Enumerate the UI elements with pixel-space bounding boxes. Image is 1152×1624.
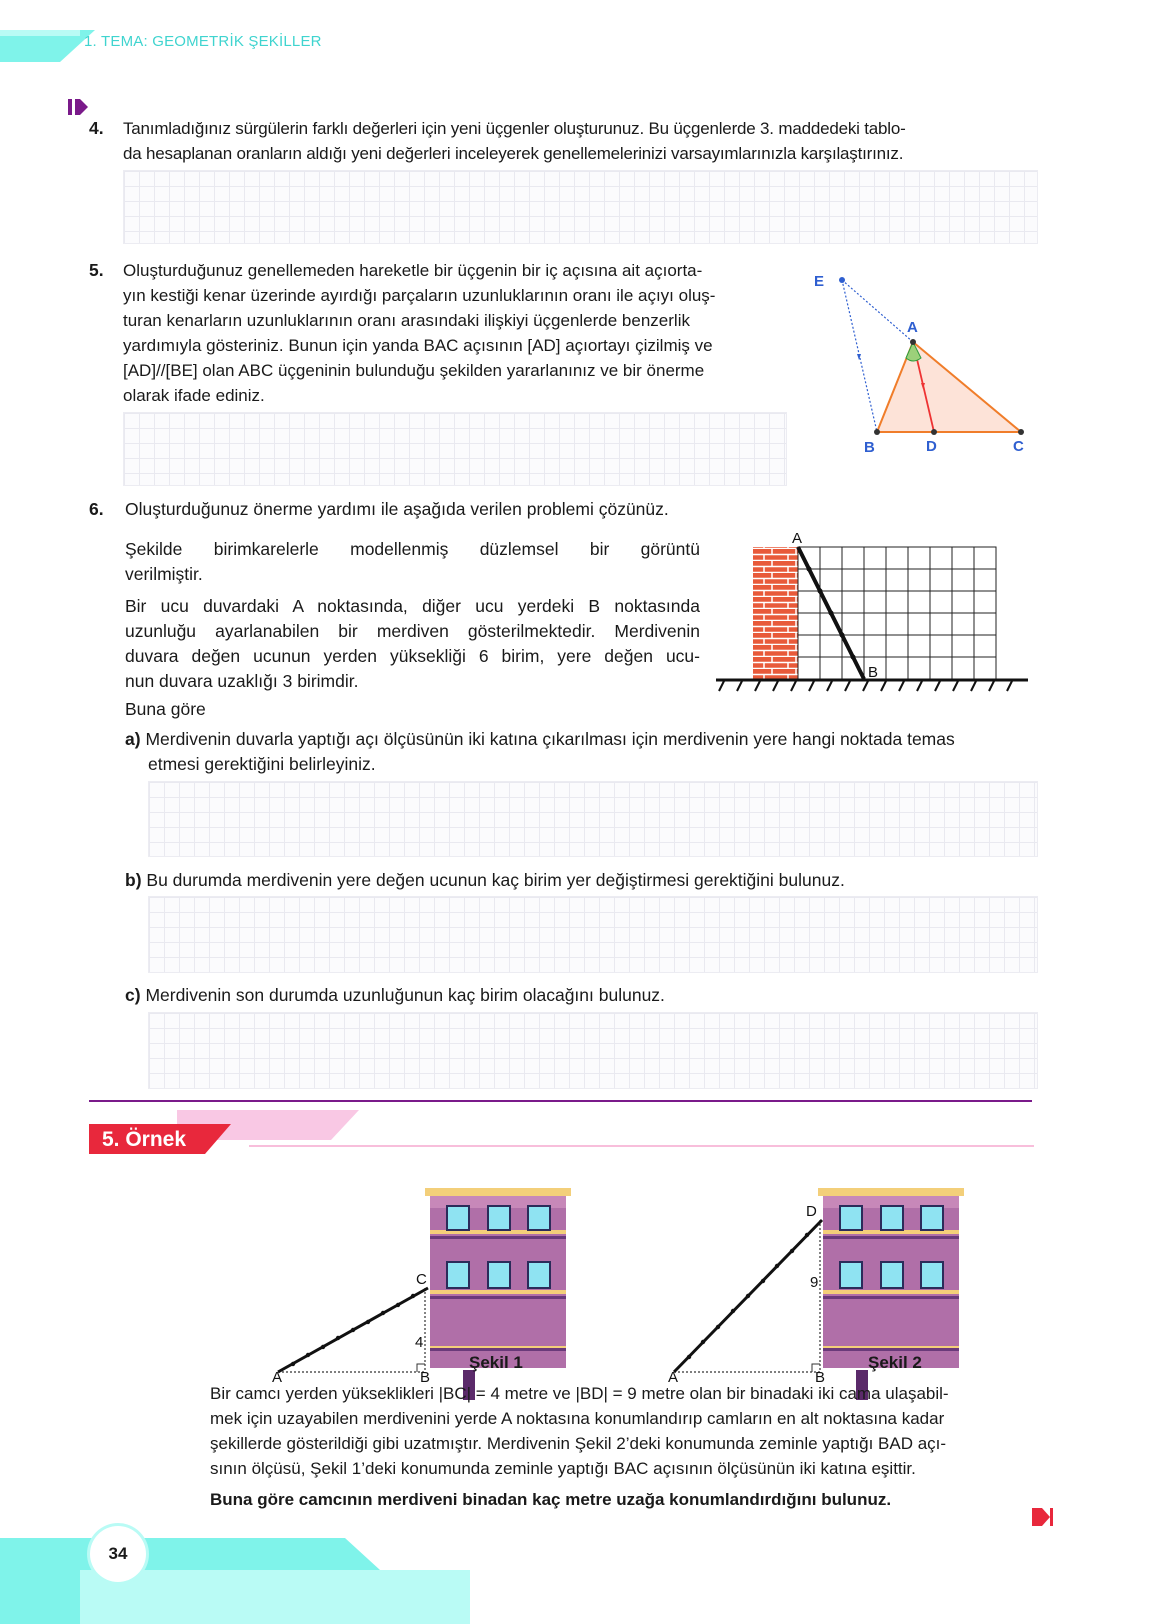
q6b-text: Bu durumda merdivenin yere değen ucunun kaç birim yer değiştirmesi gerektiğini bulunuz. <box>146 870 845 890</box>
q6-para2-line2: uzunluğu ayarlanabilen bir merdiven gösterilmektedir. Merdivenin <box>125 621 700 641</box>
label-e: E <box>814 273 825 290</box>
label-b: B <box>864 439 875 456</box>
label-d: D <box>926 438 937 455</box>
q6-number: 6. <box>89 499 104 519</box>
q4-line2: da hesaplanan oranların aldığı yeni değerleri inceleyerek genellemelerinizi varsayımlarınızla karşılaştırınız. <box>123 144 904 163</box>
ladder-label-b: B <box>868 664 879 681</box>
q5-line2: yın kestiği kenar üzerinde ayırdığı parçaların uzunluklarının oranı ile açıyı oluş- <box>123 286 716 305</box>
example-line3: şekillerde gösterildiği gibi uzatmıştır. Merdivenin Şekil 2’deki konumunda zeminle yaptığı BAD açı- <box>210 1434 947 1453</box>
fig1-label-b: B <box>420 1369 431 1386</box>
q6-paragraph <box>125 537 700 722</box>
q6-para1-line1: Şekilde birimkarelerle modellenmiş düzlemsel bir görüntü <box>125 539 700 559</box>
q6a <box>125 727 1045 777</box>
q5-line4: yardımıyla gösteriniz. Bunun için yanda BAC açısının [AD] açıortayı çizilmiş ve <box>123 336 713 355</box>
fig2-label-b: B <box>815 1369 826 1386</box>
example-text <box>210 1381 1035 1512</box>
segment-ea <box>842 280 913 342</box>
section-divider <box>89 1100 1032 1102</box>
footer-band <box>0 1530 1152 1624</box>
label-a: A <box>907 319 918 336</box>
example-figure-2 <box>660 1160 980 1386</box>
q4-number: 4. <box>89 118 104 138</box>
q4-line1: Tanımladığınız sürgülerin farklı değerleri için yeni üçgenler oluşturunuz. Bu üçgenlerde 3. maddedeki tablo- <box>123 119 906 138</box>
theme-title: GEOMETRİK ŞEKİLLER <box>152 33 322 50</box>
fig1-caption: Şekil 1 <box>469 1353 523 1372</box>
q6b-label: b) <box>125 870 142 890</box>
q6-buna-gore: Buna göre <box>125 699 206 719</box>
q5-text <box>123 258 788 408</box>
example-line2: mek için uzayabilen merdivenini yerde A noktasına konumlandırıp camların en alt noktasına kadar <box>210 1409 945 1428</box>
q6a-line2: etmesi gerektiğini belirleyiniz. <box>148 754 376 774</box>
q5-line3: turan kenarların uzunluklarının oranı arasındaki ilişkiyi üçgenlerde benzerlik <box>123 311 690 330</box>
example-question: Buna göre camcının merdiveni binadan kaç metre uzağa konumlandırdığını bulunuz. <box>210 1490 892 1509</box>
q6a-label: a) <box>125 729 141 749</box>
q6-para1-line2: verilmiştir. <box>125 564 203 584</box>
q6-para2-line4: nun duvara uzaklığı 3 birimdir. <box>125 671 359 691</box>
q6-para2-line3: duvara değen ucunun yerden yüksekliği 6 birim, yere değen ucu- <box>125 646 700 666</box>
ladder-wall-figure <box>712 525 1032 695</box>
next-arrow-icon <box>1032 1506 1054 1528</box>
fig2-label-9: 9 <box>810 1274 819 1291</box>
arrow-right-icon <box>68 96 90 118</box>
fig2-label-a: A <box>668 1369 679 1386</box>
q5-number: 5. <box>89 260 104 280</box>
q6b-answer-grid[interactable] <box>148 896 1038 973</box>
brick-wall <box>753 547 798 679</box>
example-banner <box>89 1110 1034 1156</box>
example-title: 5. Örnek <box>102 1128 187 1151</box>
q6c-text: Merdivenin son durumda uzunluğunun kaç birim olacağını bulunuz. <box>145 985 665 1005</box>
q6c <box>125 983 665 1008</box>
q6c-label: c) <box>125 985 141 1005</box>
example-line4: sının ölçüsü, Şekil 1’deki konumunda zeminle yaptığı BAC açısının ölçüsünün iki katına eşittir. <box>210 1459 916 1478</box>
q6c-answer-grid[interactable] <box>148 1012 1038 1089</box>
unit-grid <box>798 547 996 679</box>
q5-line5: [AD]//[BE] olan ABC üçgeninin bulunduğu şekilden yararlanınız ve bir önerme <box>123 361 705 380</box>
theme-prefix: 1. TEMA: <box>84 33 148 50</box>
triangle-abc-figure <box>800 262 1040 462</box>
triangle-abc <box>877 342 1021 432</box>
fig2-label-d: D <box>806 1203 817 1220</box>
ground-hatching <box>719 681 1012 691</box>
example-figure-1 <box>260 1160 580 1386</box>
q6-para2-line1: Bir ucu duvardaki A noktasında, diğer ucu yerdeki B noktasında <box>125 596 700 616</box>
ladder-label-a: A <box>792 530 803 547</box>
header-title <box>84 33 322 50</box>
fig2-caption: Şekil 2 <box>868 1353 922 1372</box>
q6a-answer-grid[interactable] <box>148 781 1038 857</box>
q6b <box>125 868 845 893</box>
fig1-label-a: A <box>272 1369 283 1386</box>
q4-answer-grid[interactable] <box>123 170 1038 244</box>
fig1-label-c: C <box>416 1271 427 1288</box>
page-number: 34 <box>108 1544 128 1563</box>
q6a-line1: Merdivenin duvarla yaptığı açı ölçüsünün iki katına çıkarılması için merdivenin yere hangi noktada temas <box>145 729 955 749</box>
q4-text <box>123 116 1038 166</box>
fig1-label-4: 4 <box>415 1334 424 1351</box>
page-number-circle <box>90 1526 146 1582</box>
q5-line1: Oluşturduğunuz genellemeden hareketle bir üçgenin bir iç açısına ait açıorta- <box>123 261 703 280</box>
q5-line6: olarak ifade ediniz. <box>123 386 265 405</box>
q5-answer-grid[interactable] <box>123 412 787 486</box>
label-c: C <box>1013 438 1024 455</box>
q6-intro: Oluşturduğunuz önerme yardımı ile aşağıda verilen problemi çözünüz. <box>125 499 669 519</box>
example-line1: Bir camcı yerden yükseklikleri |BC| = 4 metre ve |BD| = 9 metre olan bir binadaki iki cama ulaşabil- <box>210 1384 949 1403</box>
